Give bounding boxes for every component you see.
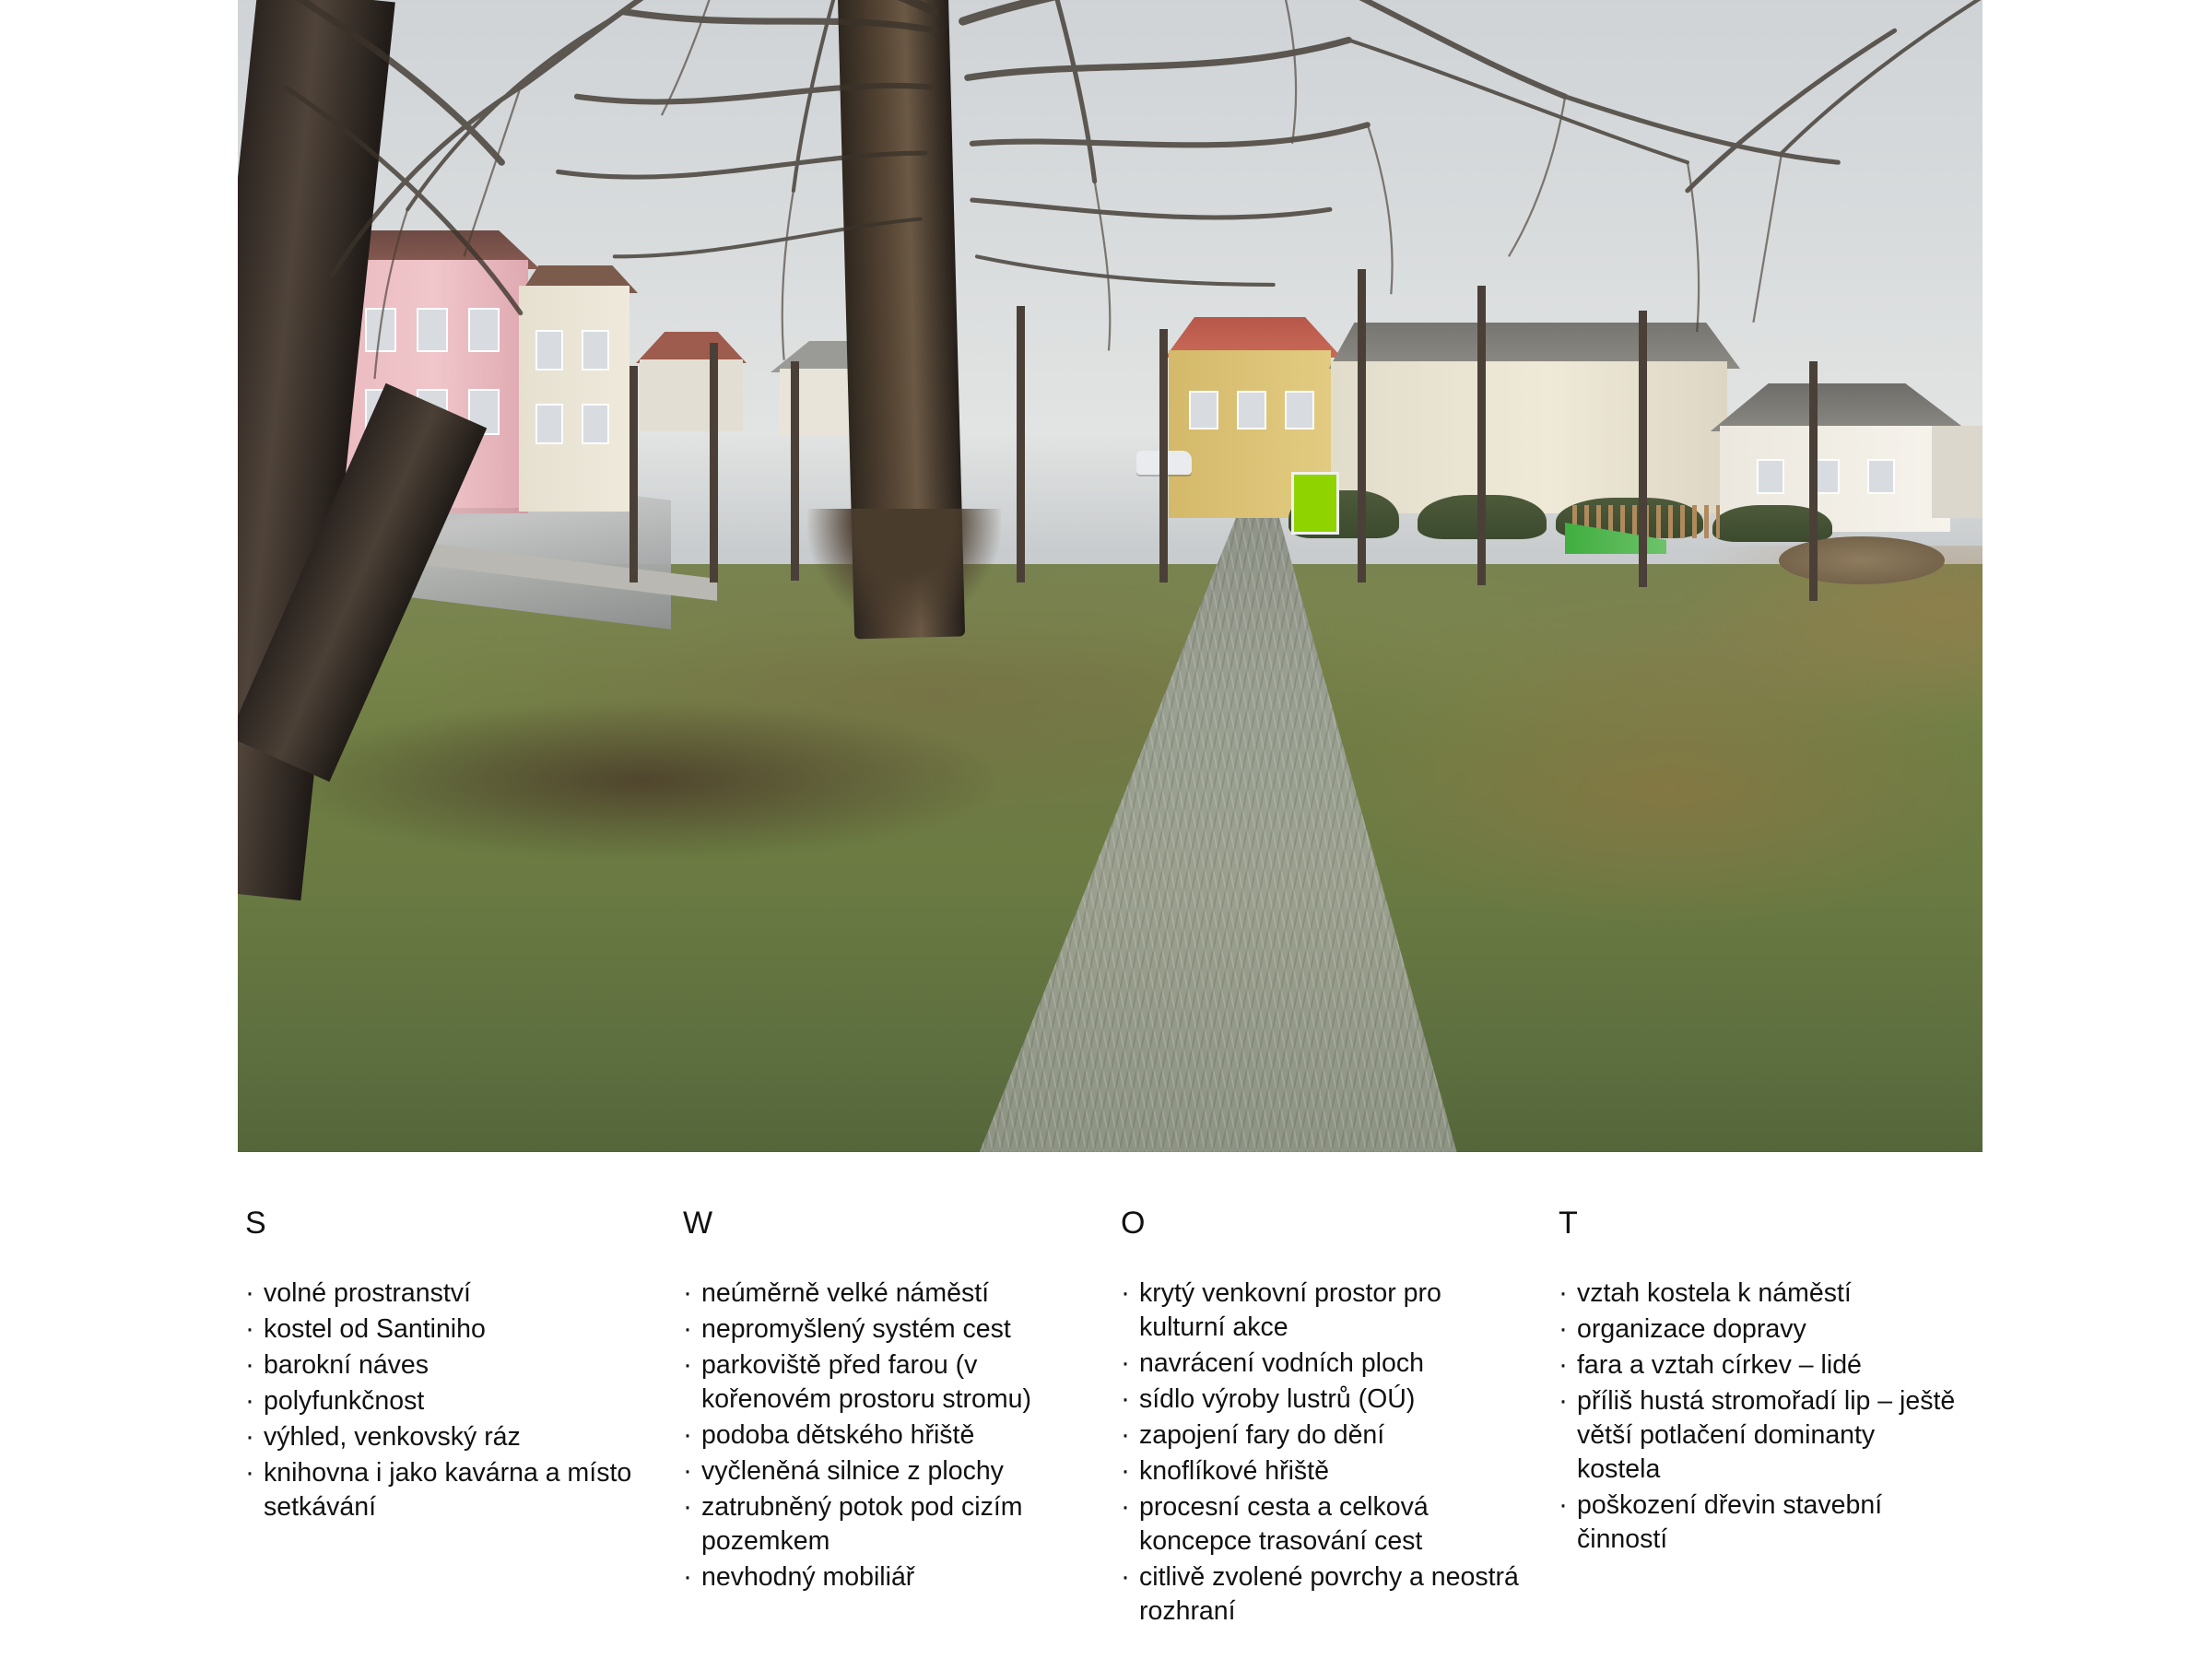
swot-column-threats — [1551, 1206, 1989, 1630]
swot-column-opportunities — [1113, 1206, 1551, 1630]
photo-window — [535, 330, 563, 371]
swot-analysis — [238, 1206, 1989, 1630]
village-green-photo — [238, 0, 1983, 1152]
list-item: · barokní náves — [238, 1348, 652, 1382]
photo-window — [1189, 391, 1218, 429]
swot-list-weaknesses — [676, 1277, 1089, 1594]
photo-window — [1867, 459, 1895, 494]
list-item: · výhled, venkovský ráz — [238, 1420, 652, 1454]
list-item: · zatrubněný potok pod cizím pozemkem — [676, 1490, 1089, 1559]
list-item: · fara a vztah církev – lidé — [1551, 1348, 1965, 1382]
swot-letter-s: S — [245, 1206, 267, 1241]
photo-window — [582, 404, 609, 444]
swot-letter-w: W — [683, 1206, 714, 1241]
photo-tree-thin — [1477, 286, 1486, 585]
list-item: · polyfunkčnost — [238, 1384, 652, 1418]
photo-building-cream — [519, 286, 629, 512]
swot-letter-o: O — [1121, 1206, 1147, 1241]
list-item: · příliš hustá stromořadí lip – ještě větší potlačení dominanty kostela — [1551, 1384, 1965, 1487]
list-item: · vztah kostela k náměstí — [1551, 1277, 1965, 1311]
photo-tree-thin — [1809, 361, 1818, 601]
swot-list-opportunities — [1113, 1277, 1527, 1629]
photo-tree-thin — [1358, 269, 1366, 582]
photo-tree-thin — [1639, 311, 1647, 587]
list-item: · navrácení vodních ploch — [1113, 1347, 1527, 1381]
list-item: · vyčleněná silnice z plochy — [676, 1454, 1089, 1488]
photo-tree-root-flare — [807, 509, 1001, 629]
photo-window — [582, 330, 609, 371]
list-item: · podoba dětského hřiště — [676, 1418, 1089, 1453]
photo-tree-thin — [1159, 329, 1168, 582]
photo-tree-thin — [629, 366, 638, 582]
list-item: · poškození dřevin stavební činností — [1551, 1488, 1965, 1557]
list-item: · neúměrně velké náměstí — [676, 1277, 1089, 1311]
list-item: · nepromyšlený systém cest — [676, 1312, 1089, 1347]
photo-tree-thin — [1017, 306, 1025, 582]
list-item: · sídlo výroby lustrů (OÚ) — [1113, 1382, 1527, 1417]
photo-window — [1285, 391, 1314, 429]
list-item: · knihovna i jako kavárna a místo setkávání — [238, 1456, 652, 1524]
list-item: · organizace dopravy — [1551, 1312, 1965, 1347]
photo-dirt-patch — [293, 702, 994, 859]
list-item: · zapojení fary do dění — [1113, 1418, 1527, 1453]
photo-window — [365, 308, 396, 352]
photo-tree-thin — [791, 361, 799, 581]
photo-building-small — [640, 359, 743, 431]
swot-column-weaknesses — [676, 1206, 1113, 1630]
photo-building-far-right — [1932, 426, 1983, 518]
list-item: · nevhodný mobiliář — [676, 1560, 1089, 1594]
photo-window — [535, 404, 563, 444]
list-item: · parkoviště před farou (v kořenovém prostoru stromu) — [676, 1348, 1089, 1417]
photo-sandbox — [1779, 536, 1945, 584]
photo-window — [468, 308, 500, 352]
list-item: · knoflíkové hřiště — [1113, 1454, 1527, 1488]
list-item: · volné prostranství — [238, 1277, 652, 1311]
photo-tree-thin — [710, 343, 718, 582]
photo-building-long — [1331, 361, 1727, 513]
list-item: · procesní cesta a celková koncepce trasování cest — [1113, 1490, 1527, 1559]
photo-window — [1237, 391, 1266, 429]
swot-column-strengths — [238, 1206, 676, 1630]
photo-window — [417, 308, 448, 352]
swot-list-strengths — [238, 1277, 652, 1524]
swot-letter-t: T — [1559, 1206, 1579, 1241]
photo-playground-sign — [1291, 472, 1339, 535]
list-item: · citlivě zvolené povrchy a neostrá rozhraní — [1113, 1560, 1527, 1629]
photo-window — [1757, 459, 1784, 494]
list-item: · krytý venkovní prostor pro kulturní akce — [1113, 1277, 1527, 1345]
list-item: · kostel od Santiniho — [238, 1312, 652, 1347]
swot-list-threats — [1551, 1277, 1965, 1557]
